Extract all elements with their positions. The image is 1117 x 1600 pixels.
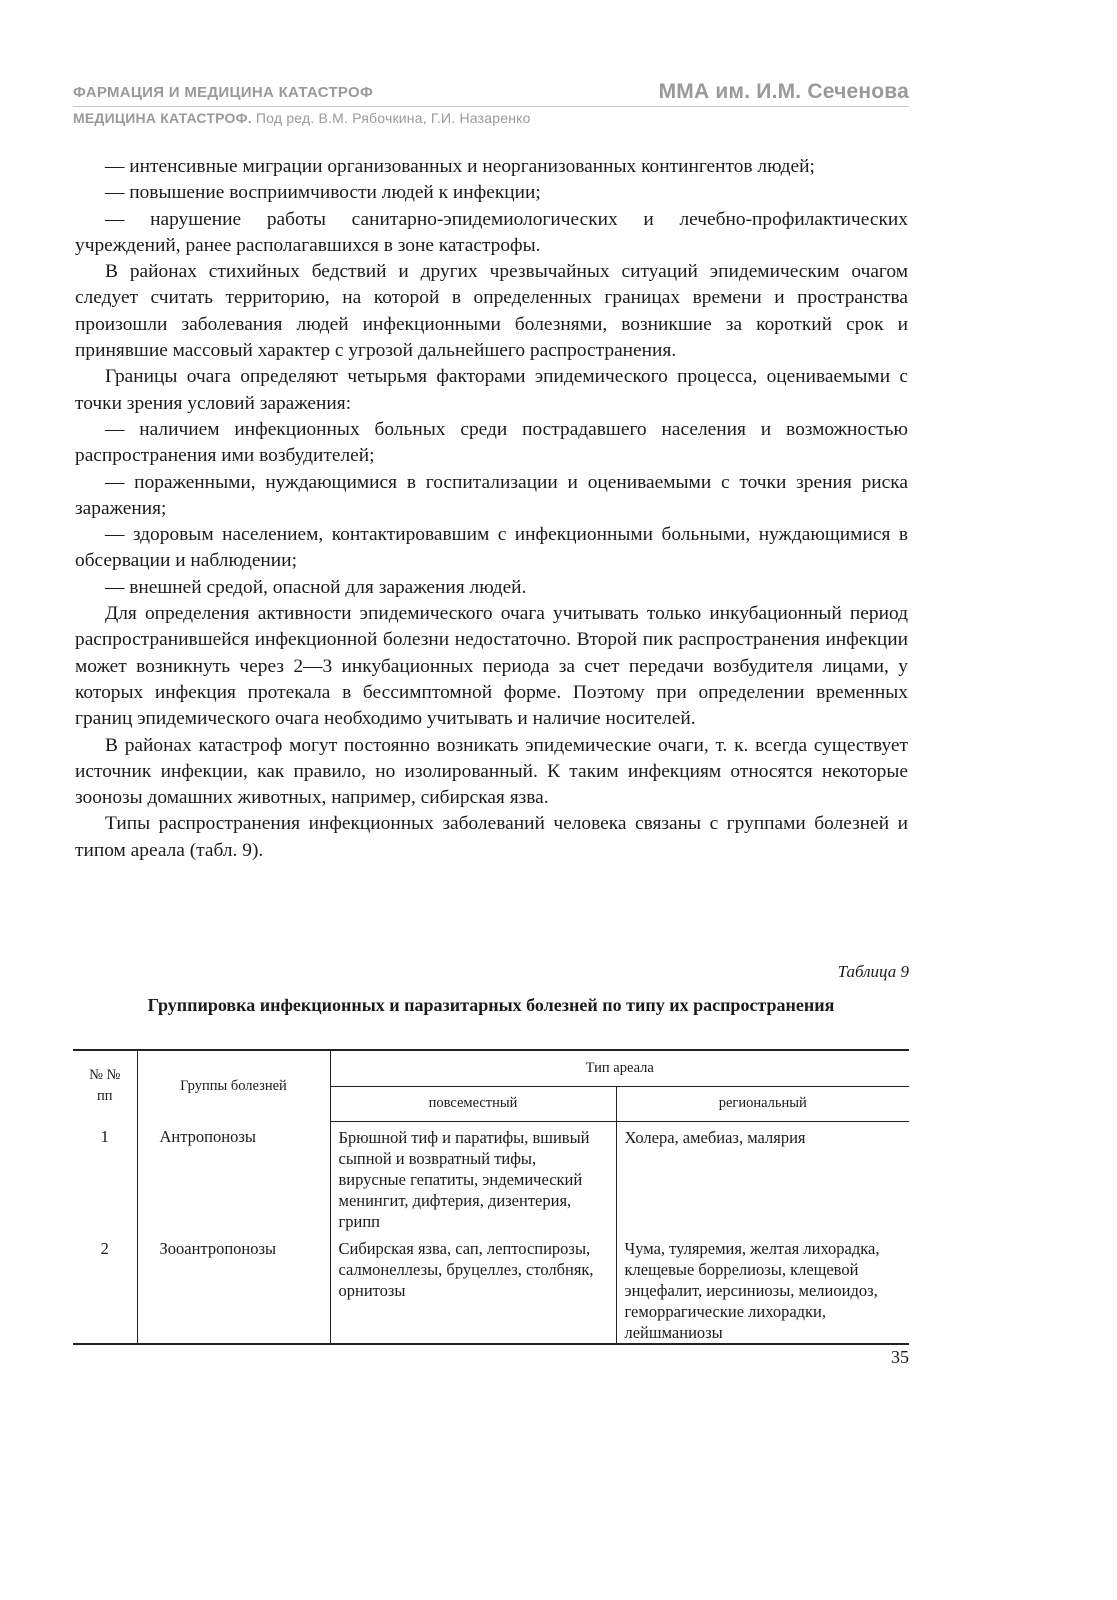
header-left-title: ФАРМАЦИЯ И МЕДИЦИНА КАТАСТРОФ: [73, 84, 374, 101]
table-row: [73, 1121, 909, 1232]
book-subheader: [73, 110, 909, 126]
table-title: Группировка инфекционных и паразитарных болезней по типу их распространения: [147, 995, 835, 1015]
body-text: [75, 154, 908, 864]
paragraph: — повышение восприимчивости людей к инфекции;: [105, 182, 541, 204]
paragraph: — наличием инфекционных больных среди пострадавшего населения и возможностью распространения ими возбудителей;: [75, 418, 908, 467]
row-widespread: Сибирская язва, сап, лептоспирозы, салмонеллезы, бруцеллез, столбняк, орнитозы: [330, 1232, 616, 1344]
header-area-type: Тип ареала: [330, 1050, 909, 1086]
paragraph: Границы очага определяют четырьмя факторами эпидемического процесса, оцениваемыми с точки зрения условий заражения:: [75, 366, 908, 414]
row-group: Зооантропонозы: [137, 1232, 330, 1344]
table-row: [73, 1232, 909, 1344]
running-header: [73, 80, 909, 107]
paragraph: — внешней средой, опасной для заражения людей.: [105, 576, 527, 598]
disease-grouping-table: [73, 1049, 909, 1345]
header-widespread: повсеместный: [330, 1086, 616, 1121]
paragraph: В районах стихийных бедствий и других чрезвычайных ситуаций эпидемическим очагом следует считать территорию, на которой в определенных границах времени и пространства произошли заболевания людей инфекционными болезнями, возникшие за короткий срок и принявшие массовый характер с угрозой дальнейшего распространения.: [75, 261, 908, 362]
book-editors: Под ред. В.М. Рябочкина, Г.И. Назаренко: [255, 110, 531, 126]
row-num: 1: [73, 1121, 137, 1232]
book-title: МЕДИЦИНА КАТАСТРОФ.: [73, 110, 252, 126]
paragraph: Для определения активности эпидемического очага учитывать только инкубационный период распространившейся инфекционной болезни недостаточно. Второй пик распространения инфекции может возникнуть через 2—3 инкубационных периода за счет передачи возбудителя лицами, у которых инфекция протекала в бессимптомной форме. Поэтому при определении временных границ эпидемического очага необходимо учитывать и наличие носителей.: [75, 603, 908, 730]
paragraph: — пораженными, нуждающимися в госпитализации и оцениваемыми с точки зрения риска заражения;: [75, 471, 908, 519]
row-widespread: Брюшной тиф и паратифы, вшивый сыпной и возвратный тифы, вирусные гепатиты, эндемический менингит, дифтерия, дизентерия, грипп: [330, 1121, 616, 1232]
row-regional: Чума, туляремия, желтая лихорадка, клещевые боррелиозы, клещевой энцефалит, иерсиниозы, мелиоидоз, геморрагические лихорадки, лейшманиозы: [616, 1232, 909, 1344]
paragraph: — здоровым населением, контактировавшим с инфекционными больными, нуждающимися в обсервации и наблюдении;: [75, 524, 908, 572]
paragraph: В районах катастроф могут постоянно возникать эпидемические очаги, т. к. всегда существует источник инфекции, как правило, но изолированный. К таким инфекциям относятся некоторые зоонозы домашних животных, например, сибирская язва.: [75, 734, 908, 809]
row-num: 2: [73, 1232, 137, 1344]
header-group: Группы болезней: [137, 1050, 330, 1121]
page-number: 35: [891, 1347, 909, 1367]
paragraph: — интенсивные миграции организованных и неорганизованных контингентов людей;: [105, 156, 815, 177]
table-number-label: Таблица 9: [837, 962, 909, 981]
paragraph: Типы распространения инфекционных заболеваний человека связаны с группами болезней и типом ареала (табл. 9).: [75, 813, 908, 861]
row-regional: Холера, амебиаз, малярия: [624, 1127, 806, 1147]
header-num: № № пп: [73, 1050, 137, 1121]
header-regional: региональный: [616, 1086, 909, 1121]
row-group: Антропонозы: [137, 1121, 330, 1232]
paragraph: — нарушение работы санитарно-эпидемиологических и лечебно-профилактических учреждений, ранее располагавшихся в зоне катастрофы.: [75, 208, 908, 256]
header-right-title: ММА им. И.М. Сеченова: [658, 80, 909, 103]
